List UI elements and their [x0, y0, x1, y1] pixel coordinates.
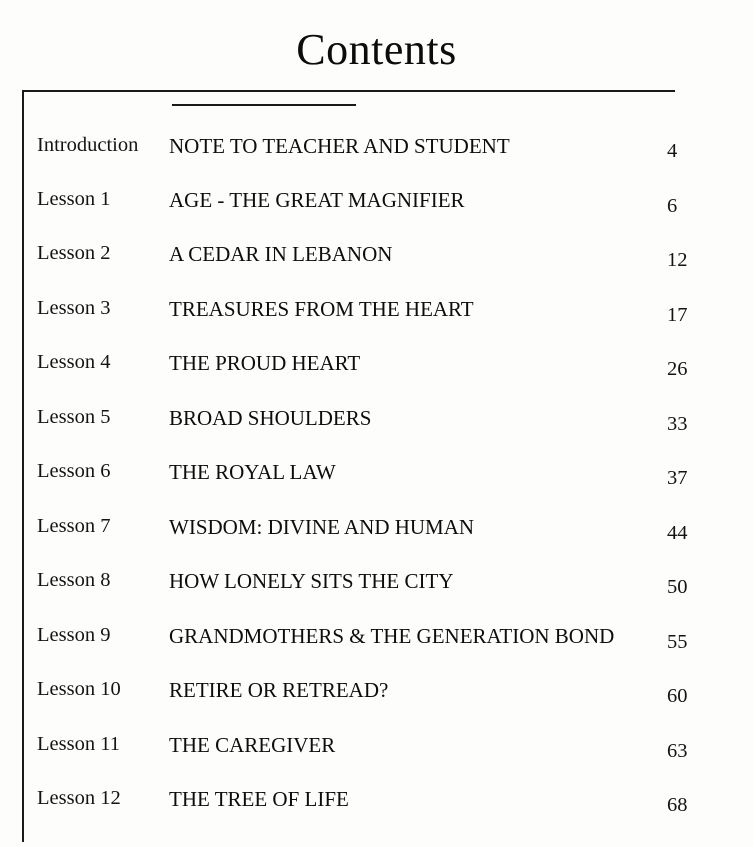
toc-entry-page: 12	[667, 249, 688, 271]
toc-entry-label: Lesson 2	[37, 242, 111, 264]
toc-entry-title: THE ROYAL LAW	[169, 460, 336, 484]
toc-entry-label: Lesson 1	[37, 187, 111, 210]
toc-entry-page: 60	[667, 685, 688, 707]
toc-entry[interactable]	[22, 174, 702, 230]
toc-entry[interactable]	[22, 507, 702, 563]
toc-entry[interactable]	[22, 618, 702, 674]
toc-entry-page: 55	[667, 630, 688, 653]
page-title: Contents	[296, 25, 457, 74]
toc-entry[interactable]	[22, 340, 702, 396]
toc-entry-title: THE TREE OF LIFE	[169, 787, 349, 811]
toc-entry-title: THE PROUD HEART	[169, 351, 361, 375]
toc-entry-page: 37	[667, 467, 688, 489]
toc-entry-label: Lesson 6	[37, 460, 111, 482]
toc-entry-label: Lesson 10	[37, 678, 121, 700]
toc-entry-label: Lesson 7	[37, 514, 111, 537]
toc-entry-page: 26	[667, 358, 688, 380]
title-underline	[172, 104, 356, 106]
toc-entry-page: 68	[667, 794, 688, 816]
toc-entry[interactable]	[22, 229, 702, 285]
toc-entry-label: Lesson 12	[37, 787, 121, 809]
toc-entry-title: HOW LONELY SITS THE CITY	[169, 569, 454, 593]
toc-entry[interactable]	[22, 784, 702, 840]
toc-entry-label: Lesson 3	[37, 296, 111, 319]
toc-entry-title: A CEDAR IN LEBANON	[169, 242, 393, 266]
toc-entry[interactable]	[22, 118, 702, 174]
toc-entry-title: WISDOM: DIVINE AND HUMAN	[169, 514, 475, 539]
toc-entry-title: RETIRE OR RETREAD?	[169, 678, 389, 702]
toc-entry[interactable]	[22, 451, 702, 507]
toc-entry[interactable]	[22, 396, 702, 452]
toc-entry[interactable]	[22, 285, 702, 341]
toc-entry[interactable]	[22, 562, 702, 618]
toc-entry-page: 4	[667, 140, 678, 162]
toc-entry[interactable]	[22, 729, 702, 785]
toc-entry-label: Lesson 4	[37, 351, 111, 373]
toc-entry-page: 44	[667, 521, 688, 544]
toc-entry-title: BROAD SHOULDERS	[169, 405, 372, 430]
toc-entry-label: Lesson 5	[37, 405, 111, 428]
toc-entry-page: 63	[667, 739, 688, 762]
toc-entry-label: Lesson 9	[37, 623, 111, 646]
toc-entry-page: 33	[667, 412, 688, 435]
toc-entry-title: THE CAREGIVER	[169, 732, 336, 757]
toc-entry-label: Lesson 11	[37, 732, 120, 755]
toc-entry-page: 50	[667, 576, 688, 598]
toc-entry-title: AGE - THE GREAT MAGNIFIER	[169, 187, 465, 212]
toc-entry-label: Lesson 8	[37, 569, 111, 591]
toc-entry-title: NOTE TO TEACHER AND STUDENT	[169, 134, 510, 158]
toc-entry-page: 17	[667, 303, 688, 326]
toc-entry-label: Introduction	[37, 134, 139, 156]
header-divider	[22, 90, 675, 92]
toc-entry-title: TREASURES FROM THE HEART	[169, 296, 474, 321]
toc-entry[interactable]	[22, 673, 702, 729]
toc-entry-page: 6	[667, 194, 678, 217]
table-of-contents	[22, 118, 702, 840]
toc-entry-title: GRANDMOTHERS & THE GENERATION BOND	[169, 623, 615, 648]
